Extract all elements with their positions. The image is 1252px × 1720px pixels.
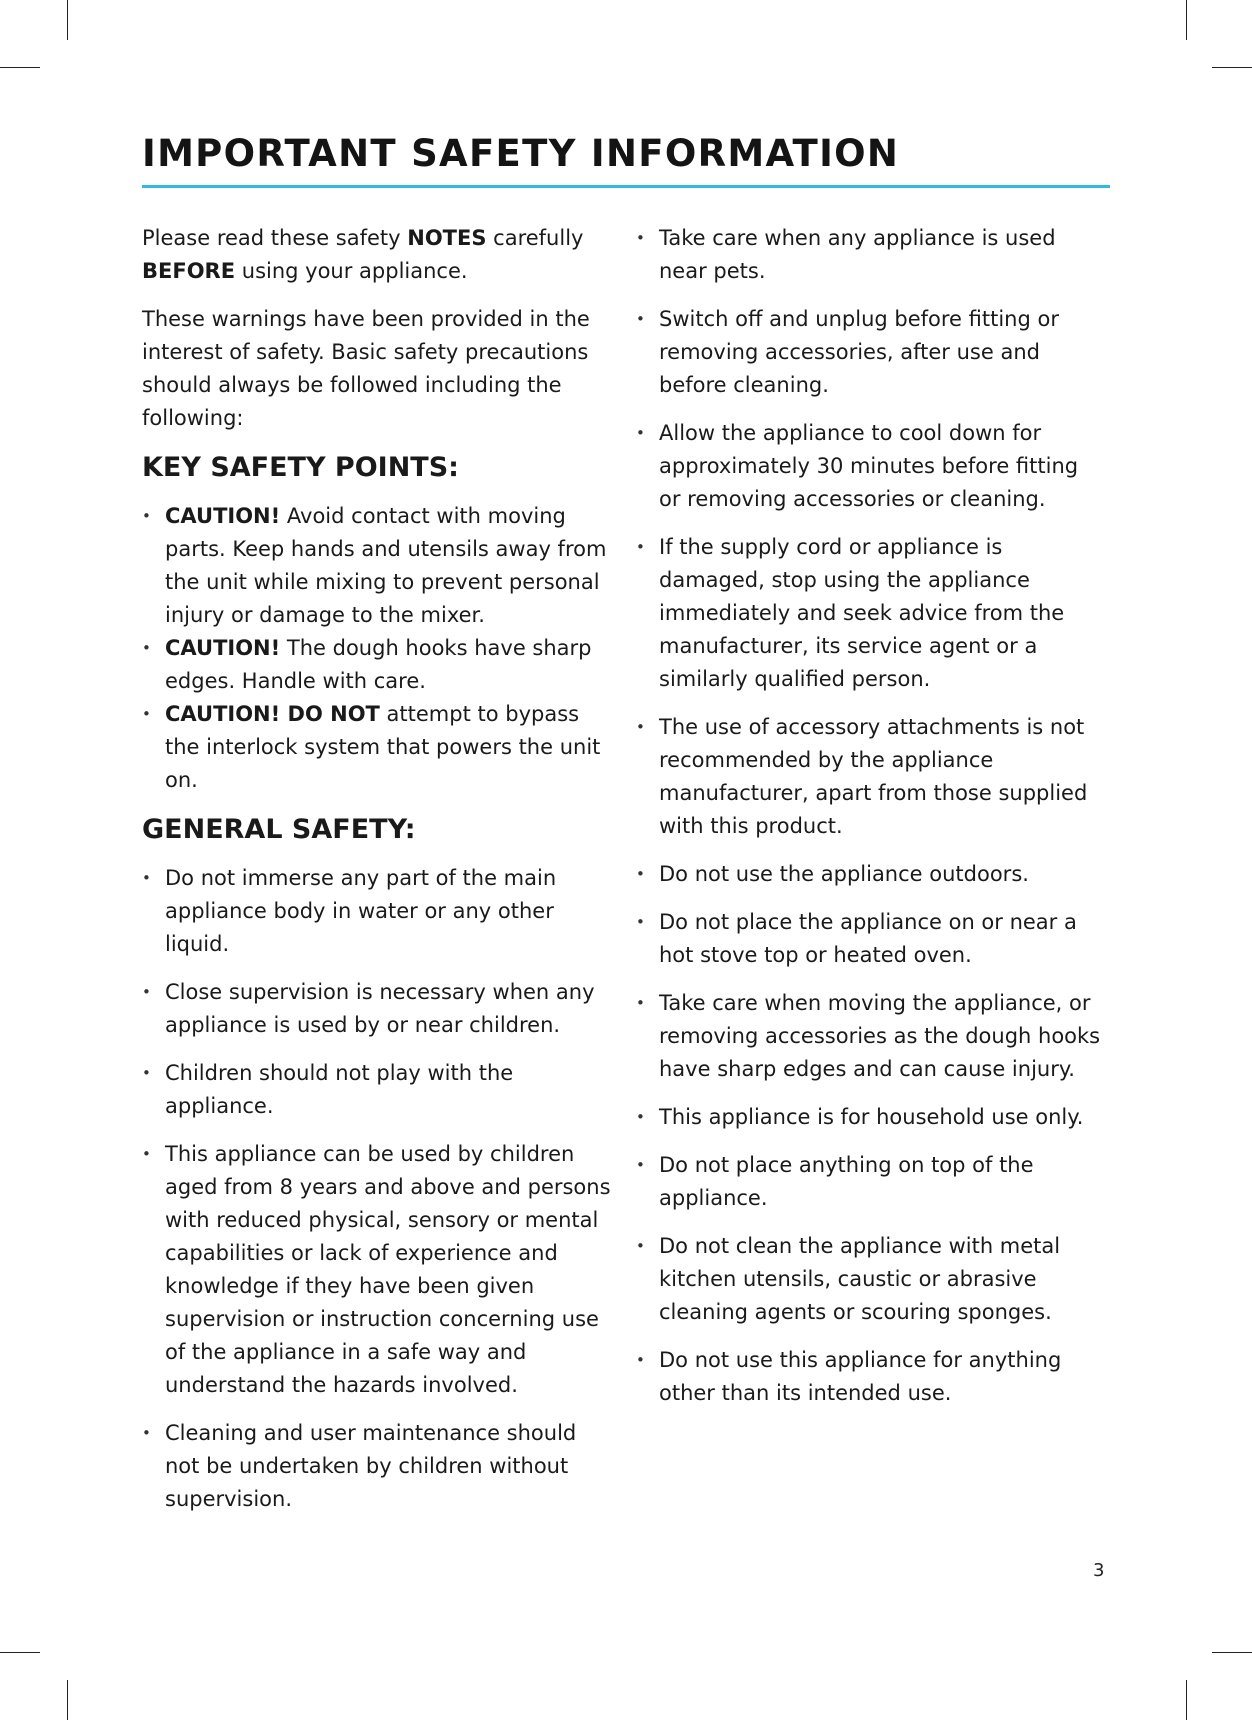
crop-mark-bottom-right-h — [1212, 1652, 1252, 1653]
caution-label: CAUTION! — [165, 504, 281, 528]
list-item-text: attempt to bypass the interlock system that powers the unit on. — [165, 702, 601, 792]
list-item: • The use of accessory attachments is not recommended by the appliance manufacturer, apart from those supplied with this product. — [636, 711, 1106, 843]
page-number: 3 — [1093, 1560, 1105, 1581]
list-item: • This appliance can be used by children aged from 8 years and above and persons with reduced physical, sensory or mental capabilities or lack of experience and knowledge if they have been given supervision or instruction concerning use of the appliance in a safe way and understand the hazards involved. — [142, 1138, 612, 1402]
key-safety-heading: KEY SAFETY POINTS: — [142, 452, 459, 483]
crop-mark-bottom-left — [67, 1680, 68, 1720]
list-item: • Cleaning and user maintenance should not be undertaken by children without supervision. — [142, 1417, 612, 1516]
crop-mark-bottom-right — [1186, 1680, 1187, 1720]
list-item — [142, 500, 612, 632]
list-item: • Do not place anything on top of the appliance. — [636, 1149, 1106, 1215]
general-safety-heading: GENERAL SAFETY: — [142, 814, 416, 845]
general-safety-list-continued — [636, 222, 1106, 1410]
list-item: • Close supervision is necessary when any appliance is used by or near children. — [142, 976, 612, 1042]
key-safety-list — [142, 500, 612, 797]
crop-mark-top-right — [1186, 0, 1187, 40]
title-underline — [142, 185, 1110, 188]
list-item: • Take care when moving the appliance, or removing accessories as the dough hooks have sharp edges and can cause injury. — [636, 987, 1106, 1086]
intro-before-emphasis: BEFORE — [142, 259, 236, 283]
caution-label: CAUTION! DO NOT — [165, 702, 380, 726]
list-item: • Do not use this appliance for anything other than its intended use. — [636, 1344, 1106, 1410]
list-item: • Allow the appliance to cool down for approximately 30 minutes before fitting or removing accessories or cleaning. — [636, 417, 1106, 516]
list-item: • If the supply cord or appliance is damaged, stop using the appliance immediately and seek advice from the manufacturer, its service agent or a similarly qualified person. — [636, 531, 1106, 696]
crop-mark-top-left-h — [0, 67, 40, 68]
list-item: • Switch off and unplug before fitting or removing accessories, after use and before cleaning. — [636, 303, 1106, 402]
right-column — [636, 222, 1106, 1425]
intro-notes-emphasis: NOTES — [407, 226, 487, 250]
list-item: • Do not clean the appliance with metal kitchen utensils, caustic or abrasive cleaning agents or scouring sponges. — [636, 1230, 1106, 1329]
crop-mark-bottom-left-h — [0, 1652, 40, 1653]
list-item — [142, 632, 612, 698]
list-item: • Do not place the appliance on or near a hot stove top or heated oven. — [636, 906, 1106, 972]
intro-text: using your appliance. — [235, 259, 468, 283]
general-safety-list — [142, 862, 612, 1516]
list-item: • This appliance is for household use only. — [636, 1101, 1106, 1134]
crop-mark-top-right-h — [1212, 67, 1252, 68]
list-item — [142, 698, 612, 797]
list-item-text: Avoid contact with moving parts. Keep hands and utensils away from the unit while mixing to prevent personal injury or damage to the mixer. — [165, 504, 607, 627]
warnings-paragraph: These warnings have been provided in the interest of safety. Basic safety precautions should always be followed including the following: — [142, 307, 590, 430]
page-title: IMPORTANT SAFETY INFORMATION — [142, 132, 900, 175]
list-item: • Take care when any appliance is used near pets. — [636, 222, 1106, 288]
list-item-text: The dough hooks have sharp edges. Handle with care. — [165, 636, 592, 693]
intro-paragraph — [142, 222, 612, 288]
crop-mark-top-left — [67, 0, 68, 40]
caution-label: CAUTION! — [165, 636, 281, 660]
intro-text: Please read these safety — [142, 226, 408, 250]
list-item: • Do not immerse any part of the main appliance body in water or any other liquid. — [142, 862, 612, 961]
left-column — [142, 222, 612, 1531]
intro-text: carefully — [486, 226, 584, 250]
list-item: • Do not use the appliance outdoors. — [636, 858, 1106, 891]
list-item: • Children should not play with the appliance. — [142, 1057, 612, 1123]
